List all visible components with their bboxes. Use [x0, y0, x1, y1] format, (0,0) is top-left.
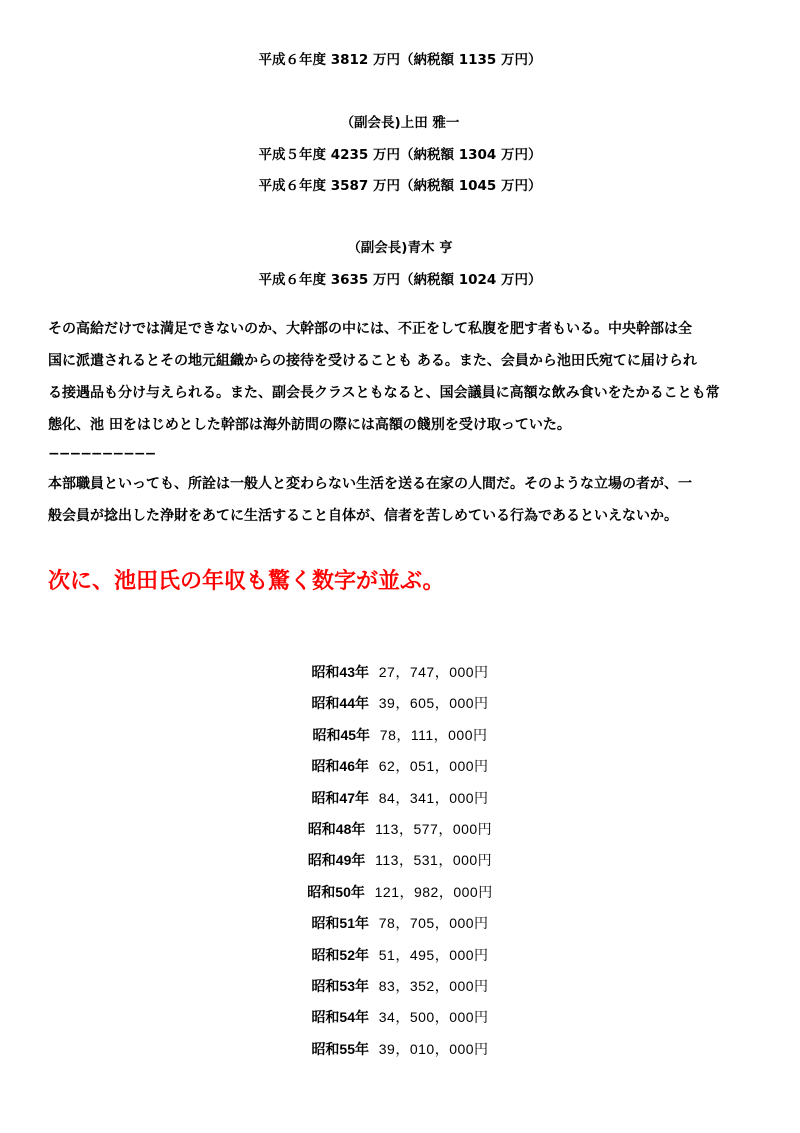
vp1-name: （副会長)上田 雅一 [340, 115, 460, 131]
income-row [0, 1038, 800, 1069]
paragraph-line: 国に派遣されるとその地元組織からの接待を受けることも ある。また、会員から池田氏宛てに届けられ [48, 353, 697, 369]
income-amount: 121，982，000円 [374, 883, 493, 900]
paragraph-line: 本部職員といっても、所詮は一般人と変わらない生活を送る在家の人間だ。そのような立場の者が、一 [48, 476, 692, 492]
income-row [0, 755, 800, 786]
income-year: 昭和49年 [307, 852, 366, 869]
income-amount: 62，051，000円 [378, 758, 489, 775]
income-year: 昭和43年 [311, 664, 370, 680]
income-heading: 次に、池田氏の年収も驚く数字が並ぶ。 [48, 569, 445, 594]
income-amount: 51，495，000円 [378, 946, 489, 963]
income-row [0, 849, 800, 880]
separator-dashes: −−−−−−−−−− [48, 446, 156, 462]
income-row [0, 818, 800, 849]
income-row [0, 975, 800, 1006]
income-amount: 78，705，000円 [378, 915, 489, 932]
income-year: 昭和53年 [311, 977, 370, 994]
income-year: 昭和46年 [311, 758, 370, 775]
income-year: 昭和55年 [311, 1040, 370, 1057]
income-amount: 78，111，000円 [379, 726, 488, 743]
income-row [0, 1006, 800, 1037]
income-year: 昭和45年 [312, 726, 371, 743]
income-amount: 113，531，000円 [375, 852, 493, 869]
income-amount: 34，500，000円 [378, 1009, 489, 1026]
income-year: 昭和48年 [307, 820, 366, 837]
income-amount: 84，341，000円 [378, 789, 489, 806]
income-year: 昭和50年 [307, 883, 365, 900]
income-row [0, 724, 800, 755]
vp1-salary-line-2: 平成６年度 3587 万円（納税額 1045 万円） [258, 178, 542, 194]
income-list [0, 661, 800, 1069]
income-year: 昭和54年 [311, 1009, 370, 1026]
income-row [0, 881, 800, 912]
income-amount: 83，352，000円 [378, 977, 489, 994]
income-year: 昭和52年 [311, 946, 370, 963]
income-row [0, 787, 800, 818]
income-amount: 27，747，000円 [378, 664, 489, 680]
income-amount: 113，577，000円 [375, 820, 493, 837]
income-year: 昭和51年 [311, 915, 370, 932]
income-row [0, 944, 800, 975]
income-row [0, 692, 800, 723]
income-amount: 39，010，000円 [378, 1040, 489, 1057]
income-year: 昭和47年 [311, 789, 370, 806]
paragraph-line: 態化、池 田をはじめとした幹部は海外訪問の際には高額の餞別を受け取っていた。 [48, 417, 571, 433]
income-row [0, 912, 800, 943]
income-row [0, 661, 800, 692]
paragraph-line: る接遇品も分け与えられる。また、副会長クラスともなると、国会議員に高額な飲み食いをたかることも常 [48, 385, 720, 401]
paragraph-line: その高給だけでは満足できないのか、大幹部の中には、不正をして私腹を肥す者もいる。中央幹部は全 [48, 321, 692, 337]
vp2-salary-line-1: 平成６年度 3635 万円（納税額 1024 万円） [258, 272, 542, 288]
vp1-salary-line-1: 平成５年度 4235 万円（納税額 1304 万円） [258, 147, 542, 163]
salary-line-top: 平成６年度 3812 万円（納税額 1135 万円） [258, 52, 542, 68]
paragraph-line: 般会員が捻出した浄財をあてに生活すること自体が、信者を苦しめている行為であるといえないか。 [48, 508, 678, 524]
income-amount: 39，605，000円 [378, 695, 489, 712]
income-year: 昭和44年 [311, 695, 370, 712]
paragraph-staff [48, 468, 758, 532]
vp2-name: （副会長)青木 亨 [347, 240, 453, 256]
paragraph-misconduct [48, 313, 758, 441]
